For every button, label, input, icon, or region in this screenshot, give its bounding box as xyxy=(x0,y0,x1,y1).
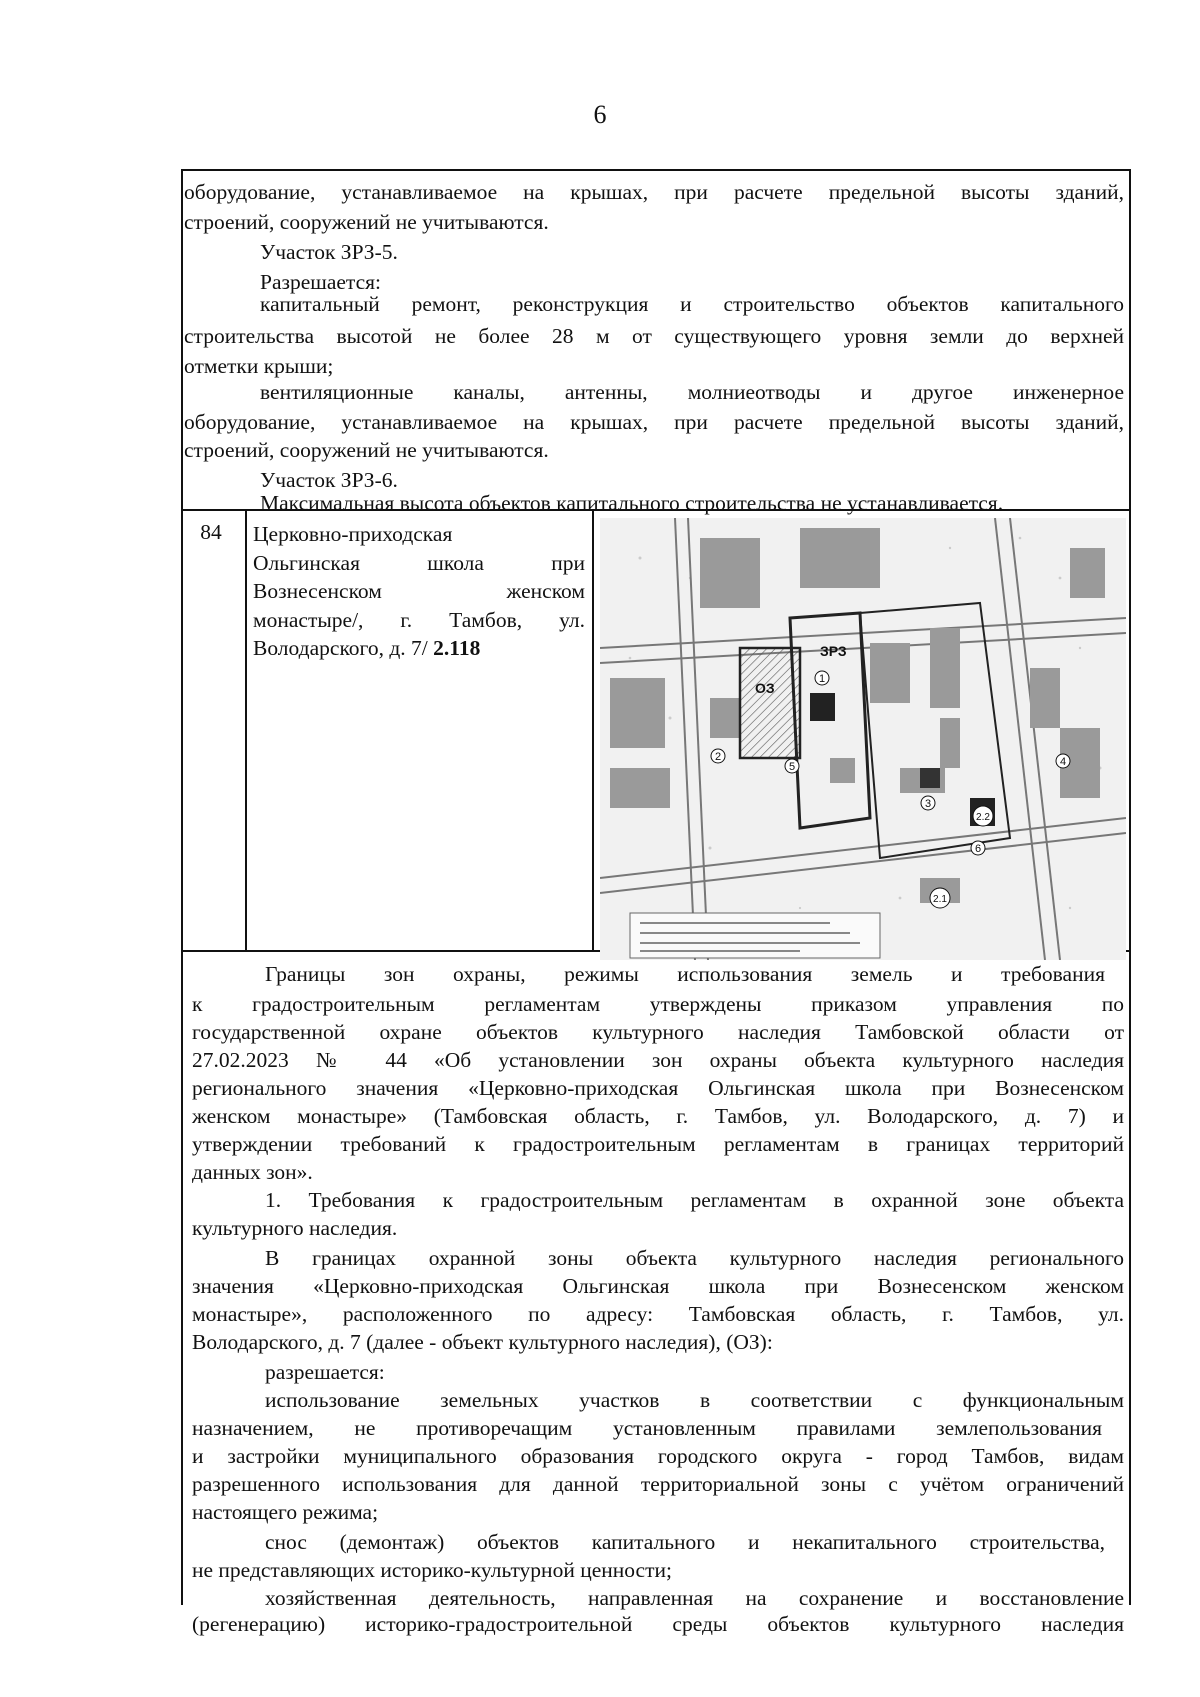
text-line: снос (демонтаж) объектов капитального и некапитального строительства, xyxy=(265,1530,1105,1554)
map-marker: 5 xyxy=(788,761,796,773)
text-line: назначением, не противоречащим установленным правилами землепользования xyxy=(192,1416,1102,1440)
text-line: строений, сооружений не учитываются. xyxy=(184,438,549,462)
text-line: утверждении требований к градостроительным регламентам в границах территорий xyxy=(192,1132,1124,1156)
text-line: строительства высотой не более 28 м от существующего уровня земли до верхней xyxy=(184,324,1124,348)
map-marker: 4 xyxy=(1059,756,1067,768)
text-line: к градостроительным регламентам утверждены приказом управления по xyxy=(192,992,1124,1016)
object-line: Ольгинская школа при xyxy=(253,550,585,575)
object-line: Вознесенском женском xyxy=(253,579,585,603)
text-line: регионального значения «Церковно-приходская Ольгинская школа при Вознесенском xyxy=(192,1076,1124,1100)
map-marker: 3 xyxy=(924,798,932,810)
map-marker: 2.1 xyxy=(933,894,947,905)
text-line: значения «Церковно-приходская Ольгинская школа при Вознесенском женском xyxy=(192,1274,1124,1298)
text-line: и застройки муниципального образования городского округа - город Тамбов, видам xyxy=(192,1444,1124,1468)
text-line: отметки крыши; xyxy=(184,354,334,378)
col-divider-2 xyxy=(592,509,594,951)
map-marker: 2.2 xyxy=(976,812,990,823)
object-code: 2.118 xyxy=(433,636,481,660)
object-line: Церковно-приходская xyxy=(253,522,453,546)
object-address-tail: Володарского, д. 7/ xyxy=(253,636,434,660)
object-name xyxy=(253,520,585,663)
text-line: женском монастыре» (Тамбовская область, г. Тамбов, ул. Володарского, д. 7) и xyxy=(192,1104,1124,1128)
text-line: вентиляционные каналы, антенны, молниеотводы и другое инженерное xyxy=(260,380,1124,404)
text-line: Разрешается: xyxy=(260,270,381,294)
text-line: строений, сооружений не учитываются. xyxy=(184,210,549,234)
text-line: государственной охране объектов культурного наследия Тамбовской области от xyxy=(192,1020,1124,1044)
text-line: Границы зон охраны, режимы использования земель и требования xyxy=(265,962,1105,986)
text-line: настоящего режима; xyxy=(192,1500,379,1524)
text-line: данных зон». xyxy=(192,1160,313,1184)
text-line: оборудование, устанавливаемое на крышах, при расчете предельной высоты зданий, xyxy=(184,180,1124,204)
text-line: (регенерацию) историко-градостроительной среды объектов культурного наследия xyxy=(192,1612,1124,1636)
text-line: использование земельных участков в соответствии с функциональным xyxy=(265,1388,1124,1412)
map-marker: 6 xyxy=(974,843,982,855)
page-number: 6 xyxy=(593,100,607,129)
text-line: 27.02.2023 № 44 «Об установлении зон охраны объекта культурного наследия xyxy=(192,1048,1124,1072)
text-line: В границах охранной зоны объекта культурного наследия регионального xyxy=(265,1246,1124,1270)
table-border-right xyxy=(1129,169,1131,1605)
text-line: оборудование, устанавливаемое на крышах, при расчете предельной высоты зданий, xyxy=(184,410,1124,434)
text-line: монастыре», расположенного по адресу: Тамбовская область, г. Тамбов, ул. xyxy=(192,1302,1124,1326)
table-border-left xyxy=(181,169,183,1605)
map-drawing xyxy=(600,518,1126,960)
text-line: Участок ЗРЗ-6. xyxy=(260,468,398,492)
text-line: Максимальная высота объектов капитального строительства не устанавливается. xyxy=(260,491,1004,515)
map-marker: 2 xyxy=(714,751,722,763)
text-line: не представляющих историко-культурной ценности; xyxy=(192,1558,672,1582)
text-line: культурного наследия. xyxy=(192,1216,398,1240)
map-marker: 1 xyxy=(818,673,826,685)
object-line xyxy=(253,634,585,663)
text-line: Володарского, д. 7 (далее - объект культурного наследия), (ОЗ): xyxy=(192,1330,773,1354)
map-zone-label-oz: ОЗ xyxy=(755,680,775,696)
protection-zone-map xyxy=(600,518,1126,960)
row-number: 84 xyxy=(200,520,222,544)
text-line: хозяйственная деятельность, направленная на сохранение и восстановление xyxy=(265,1586,1124,1610)
col-divider-1 xyxy=(245,509,247,951)
text-line: разрешается: xyxy=(265,1360,385,1384)
map-zone-label-zrz: ЗРЗ xyxy=(820,643,847,659)
text-line: капитальный ремонт, реконструкция и строительство объектов капитального xyxy=(260,292,1124,316)
object-line: монастыре/, г. Тамбов, ул. xyxy=(253,607,585,632)
table-border-top xyxy=(181,169,1131,171)
text-line: разрешенного использования для данной территориальной зоны с учётом ограничений xyxy=(192,1472,1124,1496)
text-line: 1. Требования к градостроительным регламентам в охранной зоне объекта xyxy=(265,1188,1124,1212)
text-line: Участок ЗРЗ-5. xyxy=(260,240,398,264)
